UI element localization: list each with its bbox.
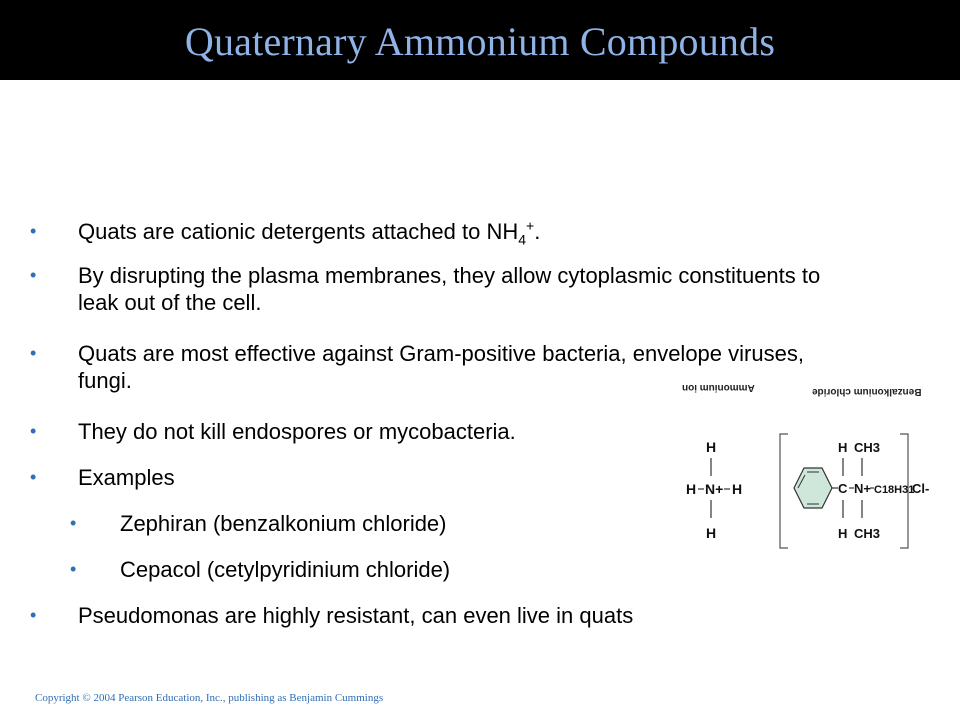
chemical-structure-figure — [674, 376, 944, 566]
bullet-dot: • — [30, 343, 37, 363]
bullet-text: They do not kill endospores or mycobacteria. — [78, 419, 516, 444]
bullet-dot: • — [30, 265, 37, 285]
benz-cl: Cl- — [912, 481, 930, 496]
benzalkonium-label: Benzalkonium chloride — [812, 386, 922, 397]
ammonium-bottom-h: H — [706, 525, 717, 541]
bullet-dot: • — [30, 605, 37, 625]
bullet-text: Quats are cationic detergents attached to $NH_4^+$. — [78, 217, 541, 248]
bullet-text: Cepacol (cetylpyridinium chloride) — [120, 557, 451, 582]
ammonium-left-h: H — [686, 481, 697, 497]
benz-chain: C18H31 — [874, 484, 915, 496]
ammonium-center: N+ — [705, 481, 724, 497]
benz-c: C — [838, 481, 848, 496]
structure-drawing — [674, 376, 944, 566]
bullet-dot: • — [30, 421, 37, 441]
benz-n: N+ — [854, 481, 871, 496]
benz-top-ch3: CH3 — [854, 440, 881, 455]
bullet-dot: • — [70, 513, 77, 533]
bullet-text: Examples — [78, 465, 175, 490]
ammonium-right-h: H — [732, 481, 743, 497]
ammonium-ion-label: Ammonium ion — [682, 382, 755, 393]
ammonium-top-h: H — [706, 439, 717, 455]
bullet-dot: • — [30, 221, 37, 241]
copyright-footer: Copyright © 2004 Pearson Education, Inc., publishing as Benjamin Cummings — [35, 692, 384, 704]
slide-title: Quaternary Ammonium Compounds — [184, 19, 776, 64]
bullet-text: By disrupting the plasma membranes, they allow cytoplasmic constituents to leak out of the cell. — [78, 263, 821, 315]
benz-bottom-ch3: CH3 — [854, 526, 881, 541]
benz-bottom-h: H — [838, 526, 848, 541]
benz-top-h: H — [838, 440, 848, 455]
bullet-text: Quats are most effective against Gram-positive bacteria, envelope viruses, fungi. — [78, 341, 804, 393]
bullet-text: Pseudomonas are highly resistant, can even live in quats — [78, 603, 634, 628]
bullet-dot: • — [30, 467, 37, 487]
bullet-dot: • — [70, 559, 77, 579]
bullet-text: Zephiran (benzalkonium chloride) — [120, 511, 447, 536]
